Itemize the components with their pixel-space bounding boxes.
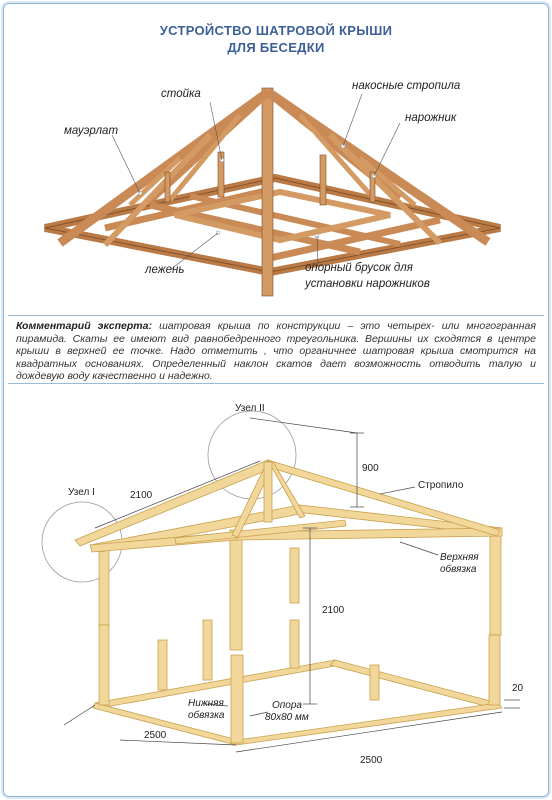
label-dim-2500-left: 2500 xyxy=(144,730,167,741)
jack-rafter xyxy=(105,135,210,245)
label-support-block-2: установки нарожников xyxy=(305,278,430,290)
stoika-post xyxy=(320,155,326,205)
support-post xyxy=(230,530,242,650)
label-lezhen: лежень xyxy=(145,264,185,276)
comment-lead: Комментарий эксперта: xyxy=(16,320,152,332)
support-post xyxy=(490,530,501,635)
label-support-2: 80х80 мм xyxy=(265,712,309,723)
label-dim-20: 20 xyxy=(512,683,524,694)
label-jack-rafter: нарожник xyxy=(405,112,457,124)
label-mauerlat: мауэрлат xyxy=(64,125,119,137)
page-title: УСТРОЙСТВО ШАТРОВОЙ КРЫШИ xyxy=(159,23,393,38)
label-support-1: Опора xyxy=(272,700,302,711)
comment-text: шатровая крыша по конструкции – это четырех- или многогранная пирамида. Скаты ее имеют вид равнобедренного треугольника. Вершины их сходятся в центре крыши в верхней ее точке. Надо отметить , что органичнее шатровая крыша смотрится на квадратных основаниях. Определенный наклон скатов дает возможность отводить талую и дождевую воду качественно и надежно. xyxy=(16,320,536,382)
label-rafter: Стропило xyxy=(418,480,464,491)
divider xyxy=(8,315,544,316)
label-support-block-1: опорный брусок для xyxy=(305,262,413,274)
hip-rafter xyxy=(60,92,268,243)
label-hip-rafters: накосные стропила xyxy=(352,80,461,92)
label-dim-2100-rafter: 2100 xyxy=(130,490,153,501)
label-top-frame-2: обвязка xyxy=(440,564,477,575)
expert-comment xyxy=(16,320,536,383)
divider xyxy=(8,383,544,384)
page-subtitle: ДЛЯ БЕСЕДКИ xyxy=(227,40,325,55)
label-bottom-frame-1: Нижняя xyxy=(188,698,224,709)
label-bottom-frame-2: обвязка xyxy=(188,710,225,721)
label-node-2: Узел II xyxy=(235,403,265,414)
label-node-1: Узел I xyxy=(68,487,95,498)
label-dim-900: 900 xyxy=(362,463,379,474)
label-stoika: стойка xyxy=(161,88,201,100)
central-post xyxy=(262,88,273,296)
label-dim-2500-bottom: 2500 xyxy=(360,755,383,766)
support-post xyxy=(99,545,109,625)
label-top-frame-1: Верхняя xyxy=(440,552,479,563)
label-dim-2100-height: 2100 xyxy=(322,605,345,616)
